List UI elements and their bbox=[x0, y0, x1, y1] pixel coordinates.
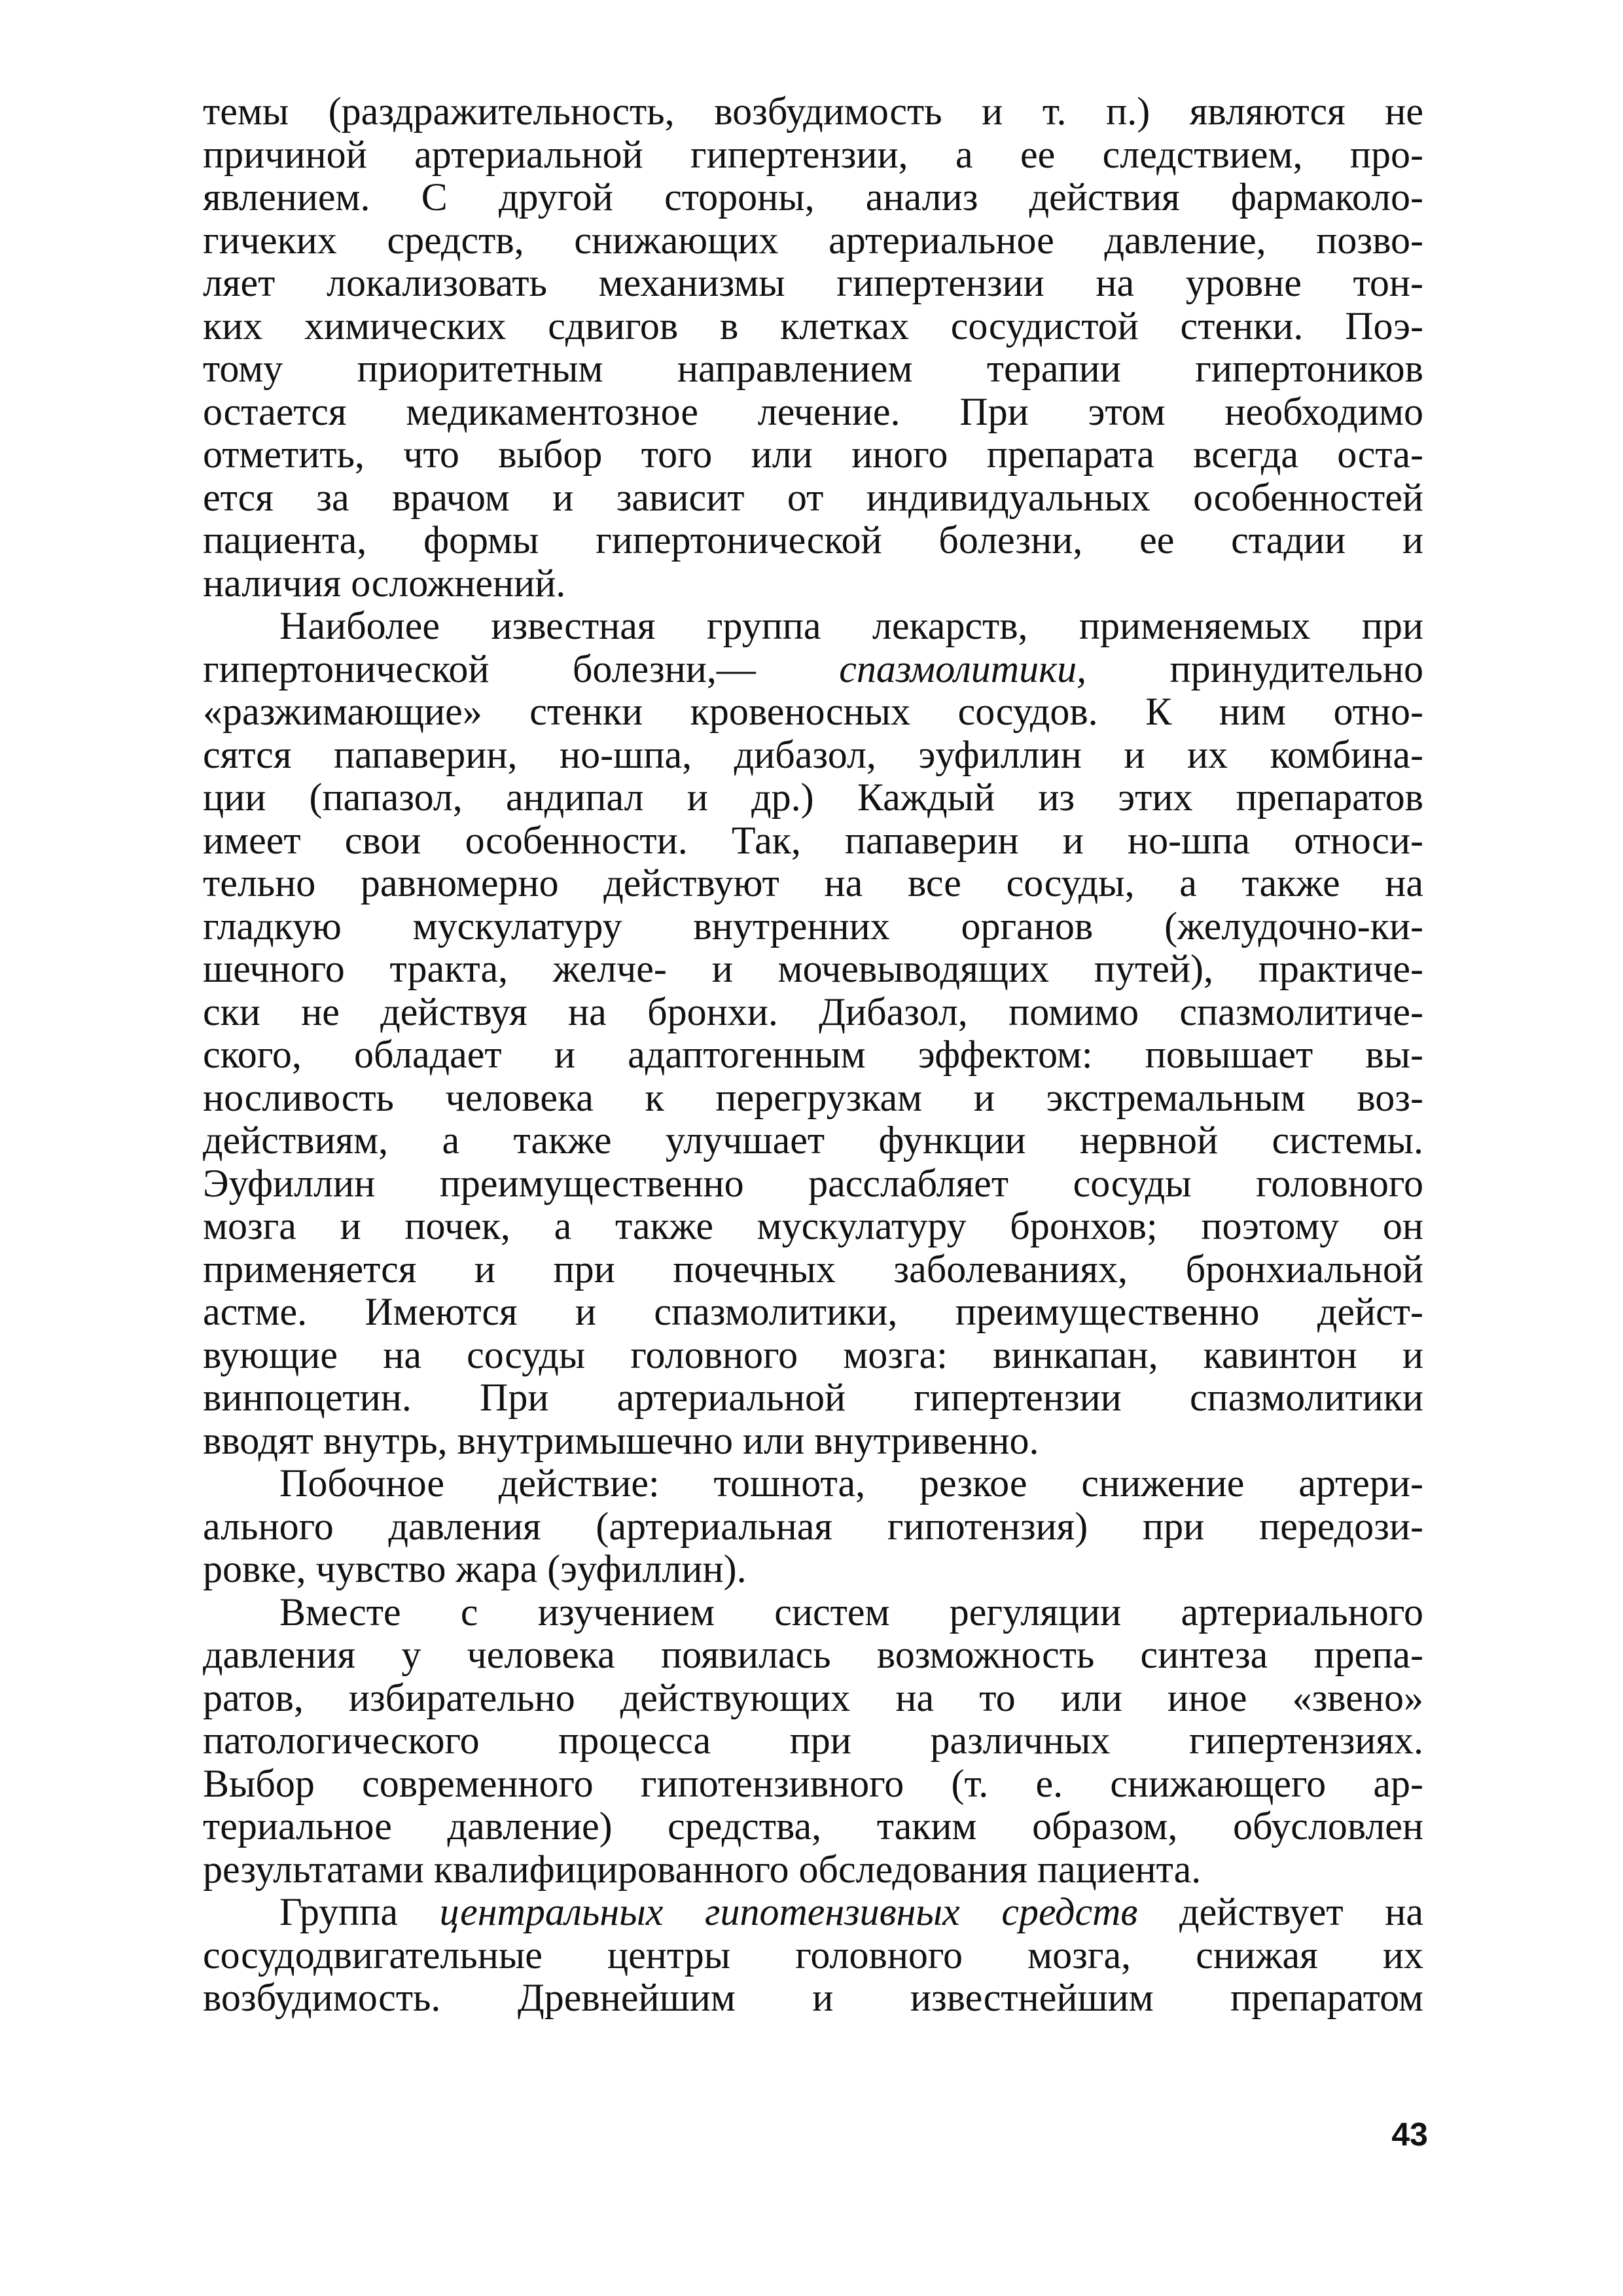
text-line-mixed bbox=[203, 1891, 1423, 1934]
text-line: териальное давление) средства, таким образом, обусловлен bbox=[203, 1804, 1423, 1848]
text-segment: действует на bbox=[1179, 1890, 1423, 1933]
text-line: ции (папазол, андипал и др.) Каждый из этих препаратов bbox=[203, 776, 1423, 819]
text-line: остается медикаментозное лечение. При этом необходимо bbox=[203, 389, 1423, 433]
paragraph-2 bbox=[203, 605, 1423, 1462]
text-line: вводят внутрь, внутримышечно или внутривенно. bbox=[203, 1418, 1039, 1462]
text-line: имеет свои особенности. Так, папаверин и но-шпа относи- bbox=[203, 818, 1423, 862]
text-line: носливость человека к перегрузкам и экстремальным воз- bbox=[203, 1075, 1423, 1119]
text-line: гичеких средств, снижающих артериальное давление, позво- bbox=[203, 218, 1423, 262]
text-line-mixed bbox=[203, 648, 1423, 691]
text-line: вующие на сосуды головного мозга: винкапан, кавинтон и bbox=[203, 1333, 1423, 1376]
text-line: явлением. С другой стороны, анализ действия фармаколо- bbox=[203, 175, 1423, 219]
text-line: Эуфиллин преимущественно расслабляет сосуды головного bbox=[203, 1161, 1423, 1205]
italic-term-central-hypotensive: центральных гипотензивных средств bbox=[439, 1890, 1138, 1933]
text-line: винпоцетин. При артериальной гипертензии спазмолитики bbox=[203, 1376, 1423, 1419]
text-line: наличия осложнений. bbox=[203, 561, 566, 605]
paragraph-3 bbox=[203, 1462, 1423, 1591]
paragraph-1 bbox=[203, 90, 1423, 605]
paragraph-4 bbox=[203, 1591, 1423, 1892]
text-line: ального давления (артериальная гипотензия) при передози- bbox=[203, 1504, 1423, 1548]
text-line: астме. Имеются и спазмолитики, преимущественно дейст- bbox=[203, 1290, 1423, 1333]
text-line: темы (раздражительность, возбудимость и т. п.) являются не bbox=[203, 90, 1423, 133]
text-line: патологического процесса при различных гипертензиях. bbox=[203, 1719, 1423, 1762]
text-line: сятся папаверин, но-шпа, дибазол, эуфиллин и их комбина- bbox=[203, 732, 1423, 776]
text-line: мозга и почек, а также мускулатуру бронхов; поэтому он bbox=[203, 1204, 1423, 1247]
text-line: пациента, формы гипертонической болезни, ее стадии и bbox=[203, 518, 1423, 562]
text-line: причиной артериальной гипертензии, а ее следствием, про- bbox=[203, 132, 1423, 176]
text-line: результатами квалифицированного обследования пациента. bbox=[203, 1847, 1202, 1891]
paragraph-5 bbox=[203, 1891, 1423, 2020]
text-line: тому приоритетным направлением терапии гипертоников bbox=[203, 347, 1423, 390]
text-line: «разжимающие» стенки кровеносных сосудов. К ним отно- bbox=[203, 690, 1423, 733]
text-line: применяется и при почечных заболеваниях, бронхиальной bbox=[203, 1247, 1423, 1291]
text-line: давления у человека появилась возможность синтеза препа- bbox=[203, 1633, 1423, 1676]
text-line: ского, обладает и адаптогенным эффектом: повышает вы- bbox=[203, 1033, 1423, 1076]
text-line: шечного тракта, желче- и мочевыводящих путей), практиче- bbox=[203, 947, 1423, 990]
text-line: ется за врачом и зависит от индивидуальных особенностей bbox=[203, 475, 1423, 519]
text-line: ратов, избирательно действующих на то или иное «звено» bbox=[203, 1676, 1423, 1719]
text-line: ляет локализовать механизмы гипертензии на уровне тон- bbox=[203, 261, 1423, 304]
text-line: Побочное действие: тошнота, резкое снижение артери- bbox=[279, 1462, 1423, 1505]
text-segment: принудительно bbox=[1169, 647, 1423, 691]
text-segment: гипертонической болезни,— bbox=[203, 647, 756, 691]
text-line: ких химических сдвигов в клетках сосудистой стенки. Поэ- bbox=[203, 304, 1423, 348]
text-line: действиям, а также улучшает функции нервной системы. bbox=[203, 1119, 1423, 1162]
text-line: Вместе с изучением систем регуляции артериального bbox=[279, 1590, 1423, 1634]
italic-term-spasmolytics: спазмолитики, bbox=[839, 647, 1087, 691]
text-line: Выбор современного гипотензивного (т. е. снижающего ар- bbox=[203, 1761, 1423, 1805]
text-line: гладкую мускулатуру внутренних органов (желудочно-ки- bbox=[203, 904, 1423, 948]
text-line: Наиболее известная группа лекарств, применяемых при bbox=[279, 604, 1423, 647]
text-segment: Группа bbox=[279, 1890, 398, 1933]
page-number: 43 bbox=[1391, 2116, 1428, 2153]
text-line: сосудодвигательные центры головного мозга, снижая их bbox=[203, 1933, 1423, 1977]
text-line: ски не действуя на бронхи. Дибазол, помимо спазмолитиче- bbox=[203, 990, 1423, 1033]
text-line: возбудимость. Древнейшим и известнейшим препаратом bbox=[203, 1976, 1423, 2019]
text-line: отметить, что выбор того или иного препарата всегда оста- bbox=[203, 433, 1423, 476]
text-line: ровке, чувство жара (эуфиллин). bbox=[203, 1547, 747, 1590]
text-line: тельно равномерно действуют на все сосуды, а также на bbox=[203, 861, 1423, 905]
body-text bbox=[203, 90, 1423, 2020]
